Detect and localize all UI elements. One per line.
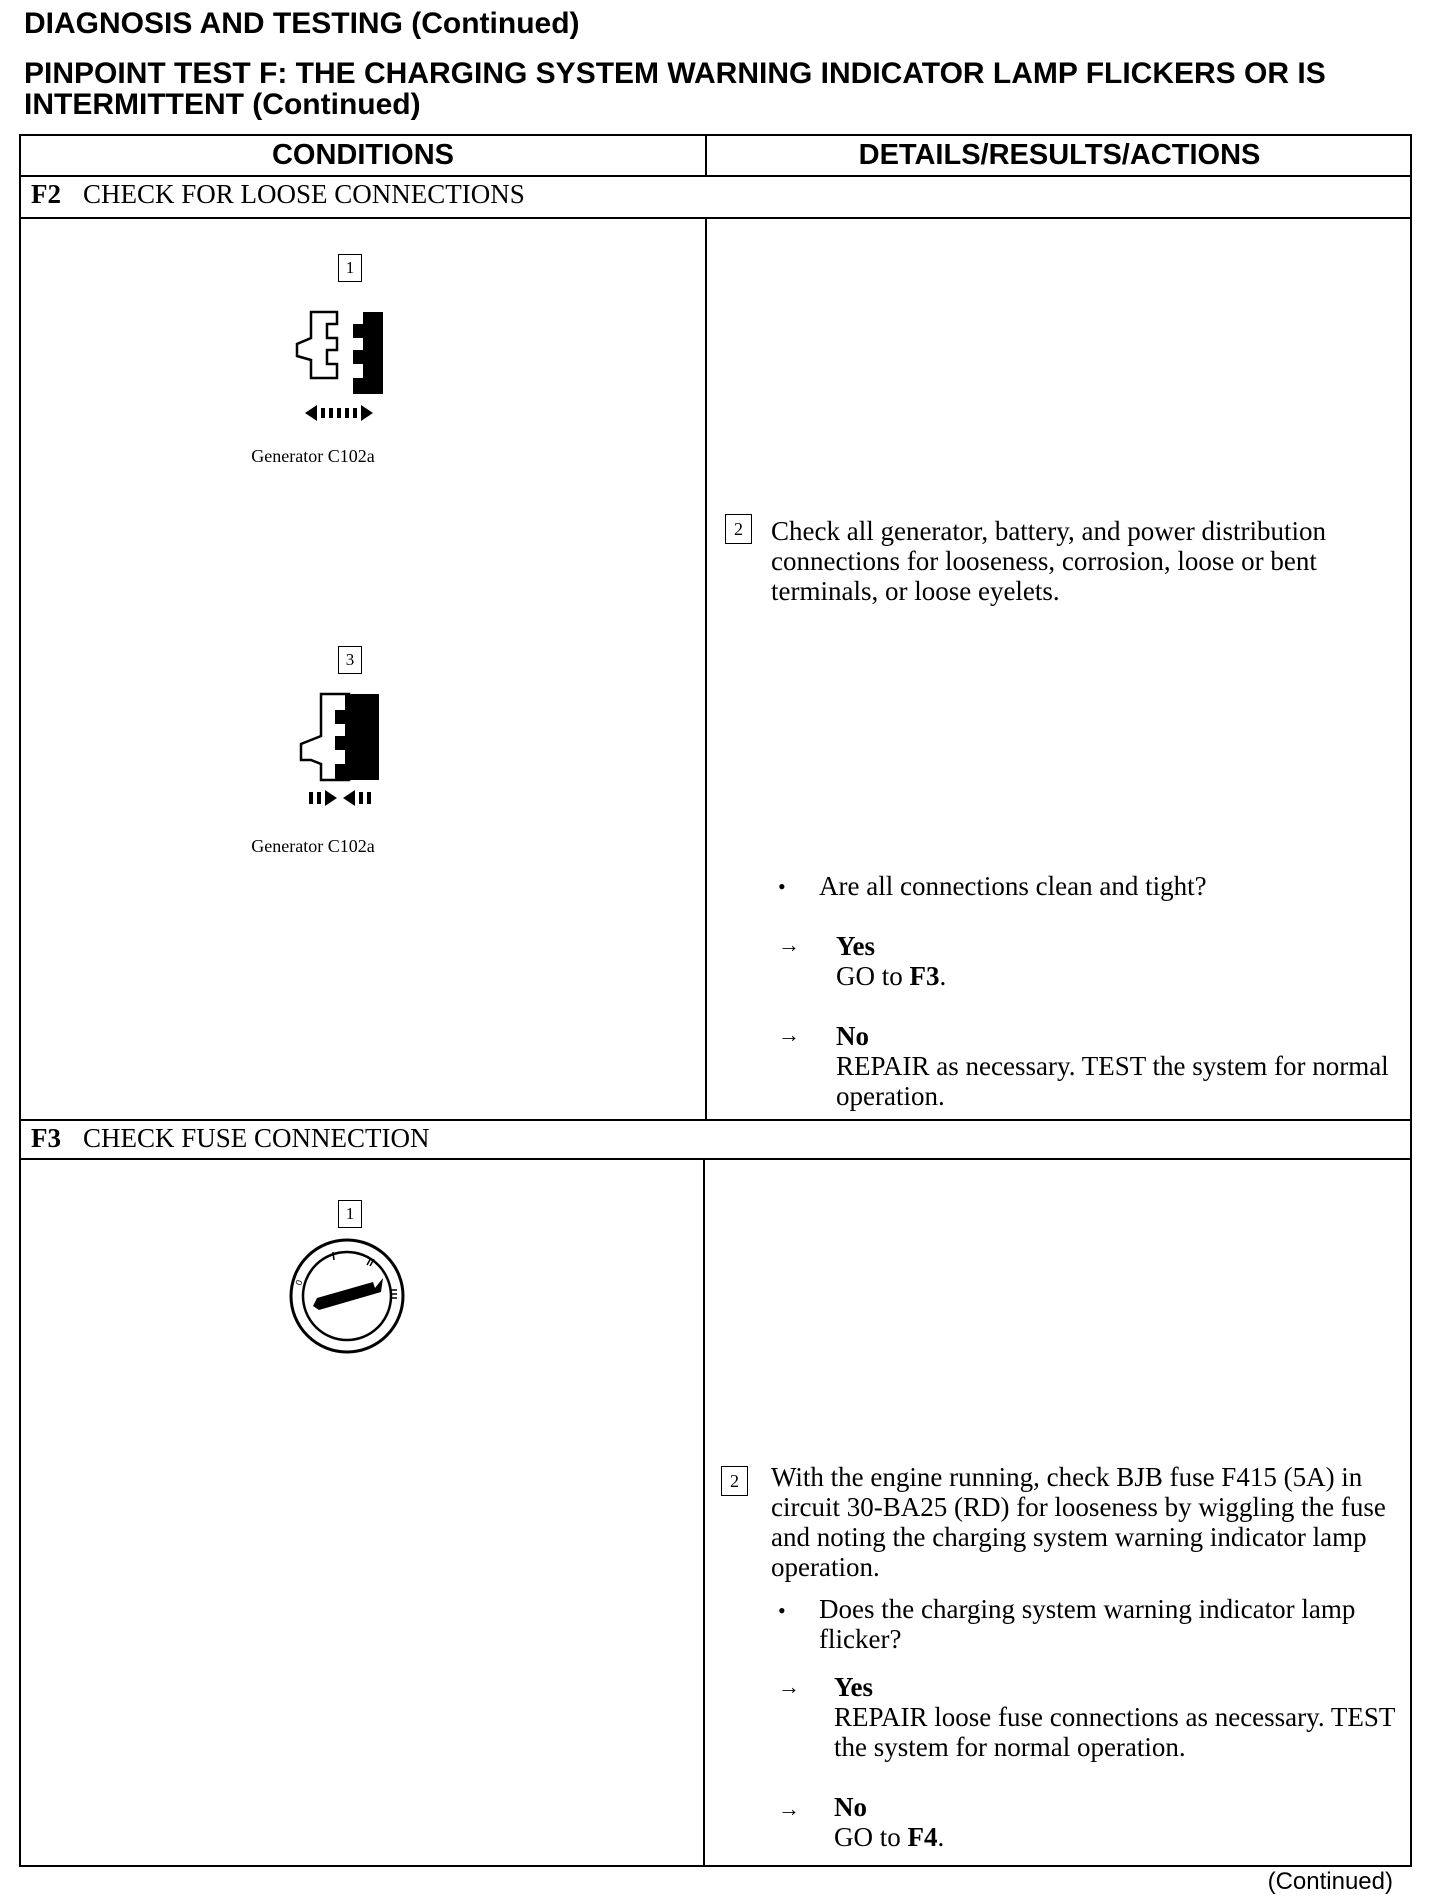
answer-yes — [836, 931, 1396, 991]
step-code: F3 — [31, 1123, 61, 1153]
step-question: Are all connections clean and tight? — [819, 871, 1207, 901]
ignition-switch-icon — [287, 1236, 407, 1356]
action-instruction: With the engine running, check BJB fuse F415 (5A) in circuit 30-BA25 (RD) for looseness by wiggling the fuse and noting the charging system warning indicator lamp operation. — [771, 1462, 1386, 1582]
answer-label: No — [836, 1021, 869, 1051]
step-heading: CHECK FOR LOOSE CONNECTIONS — [83, 179, 525, 209]
answer-label: No — [834, 1792, 867, 1822]
step-f3-title — [31, 1120, 430, 1156]
step-heading: CHECK FUSE CONNECTION — [83, 1123, 430, 1153]
svg-text:0: 0 — [293, 1278, 305, 1287]
answer-yes — [834, 1672, 1404, 1762]
page-header: DIAGNOSIS AND TESTING (Continued) — [24, 7, 580, 40]
column-divider — [705, 136, 707, 176]
answer-text: GO to F3. — [836, 961, 947, 991]
arrow: → — [778, 1796, 800, 1821]
figure-caption: Generator C102a — [251, 446, 375, 466]
bullet: • — [778, 874, 786, 899]
bullet: • — [778, 1598, 786, 1623]
pinpoint-test-title: PINPOINT TEST F: THE CHARGING SYSTEM WARNING INDICATOR LAMP FLICKERS OR IS INTERMITTENT (Continued) — [24, 57, 1326, 121]
connector-disconnect-icon — [291, 298, 431, 428]
action-step-number: 2 — [725, 514, 752, 544]
connector-connect-icon — [291, 684, 431, 814]
answer-label: Yes — [836, 931, 875, 961]
answer-no — [834, 1792, 1394, 1852]
figure-caption: Generator C102a — [251, 836, 375, 856]
details-column-header: DETAILS/RESULTS/ACTIONS — [858, 139, 1261, 171]
action-instruction: Check all generator, battery, and power distribution connections for looseness, corrosion, loose or bent terminals, or loose eyelets. — [771, 516, 1326, 606]
conditions-column-header: CONDITIONS — [271, 139, 455, 171]
column-divider — [703, 1158, 705, 1867]
pinpoint-test-table — [19, 134, 1412, 1867]
answer-no — [836, 1021, 1396, 1111]
answer-label: Yes — [834, 1672, 873, 1702]
step-question: Does the charging system warning indicator lamp flicker? — [819, 1594, 1356, 1654]
continued-footer: (Continued) — [1267, 1868, 1393, 1895]
arrow: → — [778, 1674, 800, 1699]
arrow: → — [778, 932, 800, 957]
goto-link[interactable]: F4 — [907, 1822, 938, 1852]
action-step-number: 2 — [721, 1466, 748, 1496]
figure-number: 1 — [338, 1200, 362, 1228]
step-divider — [21, 1158, 1410, 1160]
arrow: → — [778, 1022, 800, 1047]
step-divider — [21, 217, 1410, 219]
answer-text: GO to F4. — [834, 1822, 945, 1852]
column-divider — [705, 217, 707, 1119]
answer-text: REPAIR as necessary. TEST the system for normal operation. — [836, 1051, 1389, 1111]
figure-number: 1 — [338, 254, 362, 282]
figure-number: 3 — [338, 646, 362, 674]
step-f2-title — [31, 176, 525, 212]
answer-text: REPAIR loose fuse connections as necessary. TEST the system for normal operation. — [834, 1702, 1395, 1762]
step-code: F2 — [31, 179, 61, 209]
goto-link[interactable]: F3 — [909, 961, 940, 991]
